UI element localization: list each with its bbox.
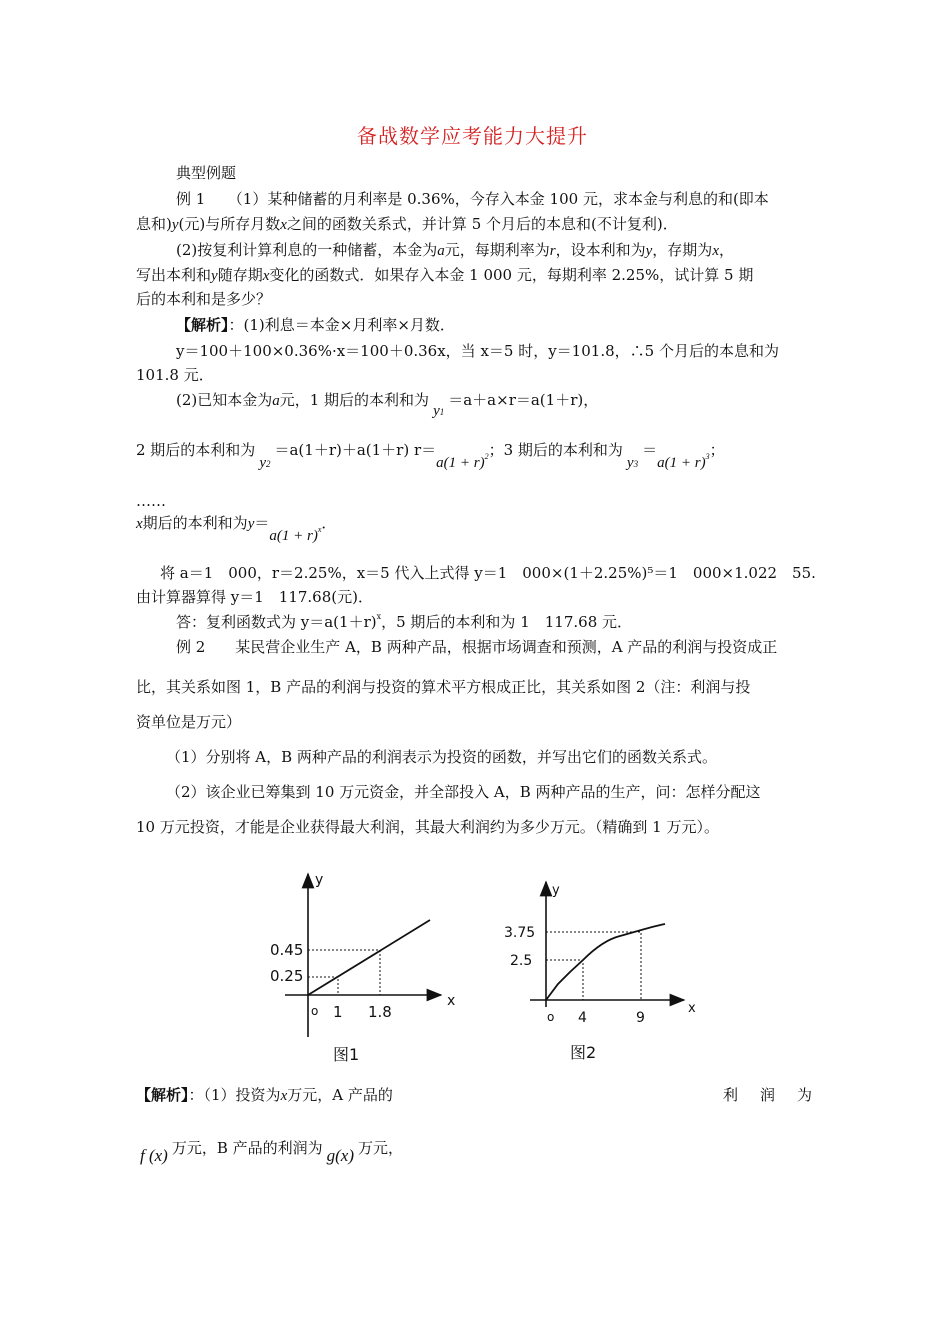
formula-a1r3: $a(1 + r)^3$ [657, 452, 710, 471]
example1-line5: 后的本利和是多少？ [136, 290, 272, 308]
solution1-line7: 将 a＝1 000，r＝2.25%，x＝5 代入上式得 y＝1 000×(1＋2.25%)⁵＝1 000×1.022 55. [160, 564, 816, 582]
page-title: 备战数学应考能力大提升 [357, 124, 588, 148]
fig1-ytick-0-25: 0.25 [270, 967, 304, 985]
section-heading: 典型例题 [176, 164, 237, 182]
solution1-line5: 2 期后的本利和为y2＝a(1＋r)＋a(1＋r) $r=a(1 + r)^2$；3 期后的本利和为$y3=a(1 + r)^3$； [136, 441, 725, 471]
fig2-caption: 图2 [570, 1043, 597, 1062]
fig2-ytick-3-75: 3.75 [504, 925, 536, 941]
solution1-line3: 101.8 元． [136, 366, 214, 384]
fig2-y-label: y [552, 883, 560, 898]
g-of-x: g(x) [326, 1146, 355, 1165]
solution1-head: 【解析】 [176, 316, 229, 334]
formula-a1rx: $a(1 + r)^x$ [269, 525, 322, 544]
figure1-graph [265, 862, 470, 1067]
solution1-line4: (2)已知本金为a元，1 期后的本利和为y1＝a＋a×r＝a(1＋r)， [176, 391, 599, 419]
solution2-line1-right: 利 润 为 [723, 1086, 813, 1104]
example2-line3: 资单位是万元） [136, 713, 242, 731]
y3-symbol: y3 [626, 455, 639, 471]
fig1-caption: 图1 [333, 1045, 360, 1064]
solution1-answer: 答：复利函数式为 $y=a(1+r)^x$，5 期后的本利和为 1 117.68 元． [176, 612, 633, 631]
y1-symbol: y1 [433, 403, 445, 419]
example1-line3: (2)按复利计算利息的一种储蓄，本金为a元，每期利率为r，设本利和为y，存期为x， [176, 241, 734, 259]
example1-line4: 写出本利和y随存期x变化的函数式．如果存入本金 1 000 元，每期利率 2.25%，试计算 5 期 [136, 266, 754, 284]
example1-line1: 例 1 （1）某种储蓄的月利率是 0.36%，今存入本金 100 元，求本金与利息的和(即本 [176, 190, 769, 208]
fig1-ytick-0-45: 0.45 [270, 941, 304, 959]
ellipsis: …… [136, 492, 166, 510]
solution1-line1: 【解析】：(1)利息＝本金×月利率×月数． [176, 316, 455, 334]
solution1-line6: x期后的本利和为$y=a(1 + r)^x$． [136, 514, 337, 544]
example1-line2: 息和)y(元)与所存月数x之间的函数关系式，并计算 5 个月后的本息和(不计复利)． [136, 215, 678, 233]
example2-question1: （1）分别将 A，B 两种产品的利润表示为投资的函数，并写出它们的函数关系式。 [166, 748, 717, 766]
y2-symbol: y2 [259, 455, 271, 471]
figure2-graph [500, 872, 710, 1067]
fig2-x-label: x [688, 1001, 696, 1016]
fig2-guide-3-75 [546, 932, 641, 1000]
solution2-line2: f (x) 万元，B 产品的利润为 g(x) 万元， [140, 1139, 404, 1165]
solution1-line2: y＝100＋100×0.36%·x＝100＋0.36x，当 x＝5 时，y＝101.8，∴5 个月后的本息和为 [176, 342, 779, 360]
fig2-ytick-2-5: 2.5 [510, 953, 533, 969]
formula-a1r2: $a(1 + r)^2$ [436, 452, 489, 471]
solution2-head: 【解析】 [136, 1086, 189, 1104]
fig1-x-label: x [447, 993, 456, 1009]
solution1-line8: 由计算器算得 y＝1 117.68(元)． [136, 588, 373, 606]
f-of-x: f (x) [140, 1146, 168, 1165]
fig2-origin: o [547, 1010, 555, 1024]
example2-question2a: （2）该企业已筹集到 10 万元资金，并全部投入 A，B 两种产品的生产，问：怎样分配这 [166, 783, 761, 801]
fig1-origin: o [311, 1004, 319, 1018]
fig2-xtick-4: 4 [578, 1010, 587, 1026]
fig1-xtick-1: 1 [333, 1003, 343, 1021]
example2-question2b: 10 万元投资，才能是企业获得最大利润，其最大利润约为多少万元。（精确到 1 万元）。 [136, 818, 719, 836]
fig1-y-label: y [315, 872, 324, 888]
fig2-xtick-9: 9 [636, 1010, 645, 1026]
solution2-line1: 【解析】：（1）投资为x万元，A 产品的 [136, 1086, 393, 1104]
example2-line1: 例 2 某民营企业生产 A，B 两种产品，根据市场调查和预测，A 产品的利润与投资成正 [176, 638, 778, 656]
fig1-line [308, 920, 430, 995]
fig1-xtick-1-8: 1.8 [368, 1003, 392, 1021]
example2-line2: 比，其关系如图 1，B 产品的利润与投资的算术平方根成正比，其关系如图 2（注：利润与投 [136, 678, 751, 696]
fig2-curve [546, 924, 665, 1000]
